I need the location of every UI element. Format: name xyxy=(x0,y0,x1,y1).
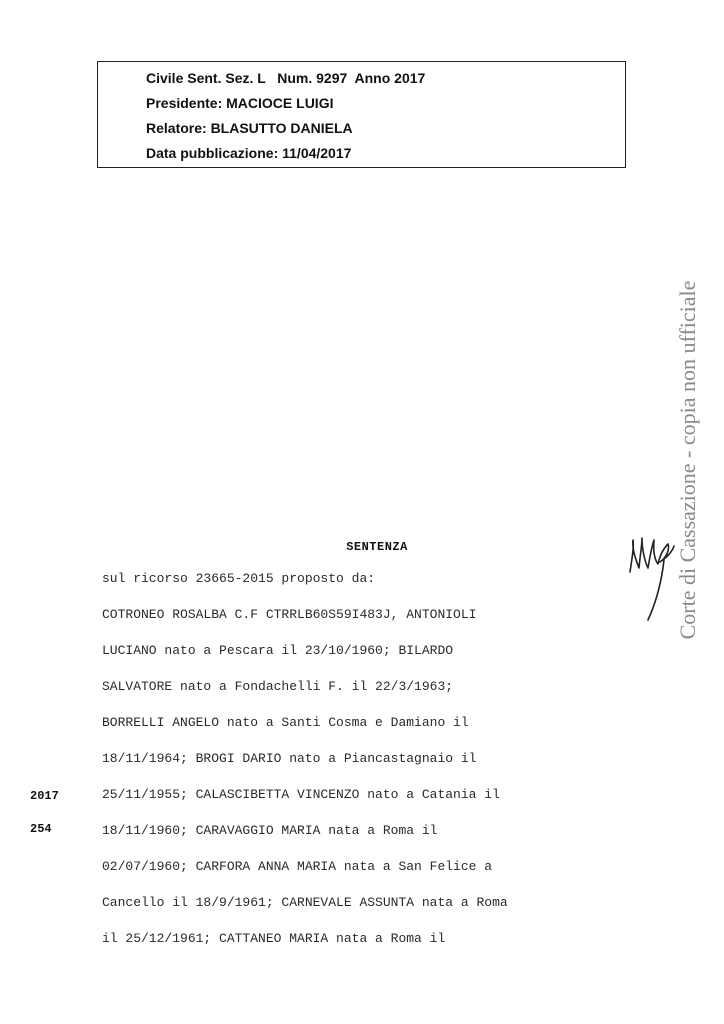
body-line-7: 25/11/1955; CALASCIBETTA VINCENZO nato a Catania il xyxy=(102,787,500,802)
signature-icon xyxy=(620,528,686,638)
body-line-10: Cancello il 18/9/1961; CARNEVALE ASSUNTA nata a Roma xyxy=(102,895,508,910)
body-line-11: il 25/12/1961; CATTANEO MARIA nata a Roma il xyxy=(102,931,446,946)
rapporteur: Relatore: BLASUTTO DANIELA xyxy=(146,120,353,136)
margin-year: 2017 xyxy=(30,789,59,803)
court-watermark: Corte di Cassazione - copia non ufficiale xyxy=(675,280,700,640)
body-line-text: COTRONEO ROSALBA C.F CTRRLB60S59I483J, ANTONIOLI xyxy=(102,607,477,622)
case-reference: Civile Sent. Sez. L Num. 9297 Anno 2017 xyxy=(146,70,426,86)
body-line-1: sul ricorso 23665-2015 proposto da: xyxy=(102,571,376,586)
document-title: SENTENZA xyxy=(346,540,408,554)
body-line-6: 18/11/1964; BROGI DARIO nato a Piancastagnaio il xyxy=(102,751,477,766)
margin-number: 254 xyxy=(30,822,52,836)
body-line-5: BORRELLI ANGELO nato a Santi Cosma e Damiano il xyxy=(102,715,469,730)
publication-date: Data pubblicazione: 11/04/2017 xyxy=(146,145,352,161)
body-line-9: 02/07/1960; CARFORA ANNA MARIA nata a San Felice a xyxy=(102,859,493,874)
body-line-4: SALVATORE nato a Fondachelli F. il 22/3/1963; xyxy=(102,679,454,694)
body-line-3: LUCIANO nato a Pescara il 23/10/1960; BILARDO xyxy=(102,643,454,658)
president: Presidente: MACIOCE LUIGI xyxy=(146,95,334,111)
case-header-box xyxy=(97,61,626,168)
body-line-2 xyxy=(102,607,572,622)
body-line-8: 18/11/1960; CARAVAGGIO MARIA nata a Roma il xyxy=(102,823,438,838)
